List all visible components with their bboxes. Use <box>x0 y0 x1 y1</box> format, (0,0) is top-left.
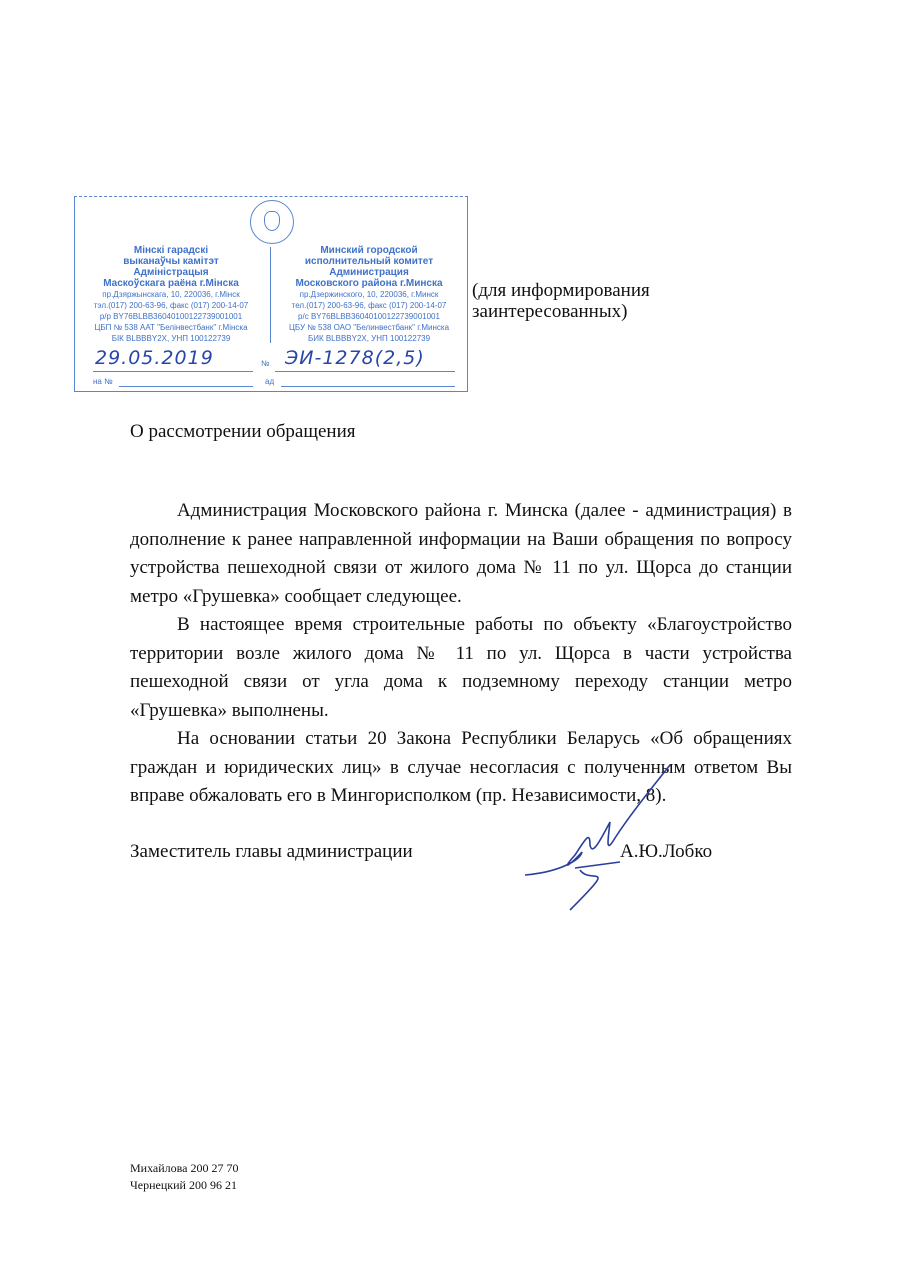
paragraph: На основании статьи 20 Закона Республики Беларусь «Об обращениях граждан и юридических лиц» в случае несогласия с полученным ответом Вы вправе обжаловать его в Мингорисполком (пр. Независимости, 8). <box>130 728 792 806</box>
signatory-name: А.Ю.Лобко <box>620 841 713 862</box>
contacts <box>130 1160 239 1194</box>
handwritten-signature <box>520 760 680 920</box>
addressee-line: (для информирования <box>472 280 650 301</box>
stamp-text: Мінскі гарадскі <box>133 245 209 256</box>
stamp-text: р/с BY76BLBB36040100122739001001 <box>298 312 440 321</box>
handwritten-date: 29.05.2019 <box>95 347 214 369</box>
stamp-from-label: ад <box>265 377 275 386</box>
stamp-text: р/р BY76BLBB36040100122739001001 <box>99 312 243 321</box>
stamp-line <box>281 386 455 387</box>
stamp-text: пр.Дзяржынскага, 10, 220036, г.Мінск <box>102 290 240 299</box>
stamp-divider <box>270 247 271 343</box>
stamp-text: Московского района г.Минска <box>295 278 443 289</box>
coat-of-arms-icon <box>250 200 294 244</box>
stamp-line <box>93 371 253 372</box>
registration-stamp <box>74 196 468 392</box>
letter-subject: О рассмотрении обращения <box>130 421 356 442</box>
stamp-text: тел.(017) 200-63-96, факс (017) 200-14-07 <box>291 301 447 310</box>
stamp-text: выканаўчы камітэт <box>123 256 219 267</box>
stamp-text: Адміністрацыя <box>133 267 209 278</box>
stamp-text: БІК BLBBBY2X, УНП 100122739 <box>111 334 231 343</box>
stamp-belarusian-text <box>75 245 267 344</box>
stamp-text: БИК BLBBBY2X, УНП 100122739 <box>307 334 431 343</box>
stamp-text: Администрация <box>329 267 409 278</box>
stamp-text: Минский городской <box>320 245 418 256</box>
contact-line: Михайлова 200 27 70 <box>130 1161 239 1175</box>
contact-line: Чернецкий 200 96 21 <box>130 1178 237 1192</box>
stamp-text: ЦБП № 538 ААТ "Белінвестбанк" г.Мінска <box>94 323 248 332</box>
stamp-number-label: № <box>261 359 270 368</box>
addressee <box>472 280 650 322</box>
stamp-reply-label: на № <box>93 377 113 386</box>
stamp-text: Маскоўскага раёна г.Мінска <box>103 278 239 289</box>
stamp-line <box>275 371 455 372</box>
stamp-text: тэл.(017) 200-63-96, факс (017) 200-14-07 <box>93 301 249 310</box>
paragraph: В настоящее время строительные работы по объекту «Благоустройство территории возле жилого дома № 11 по ул. Щорса в части устройства пешеходной связи от угла дома к подземному переходу станции метро «Грушевка» выполнены. <box>130 614 792 721</box>
signatory-position: Заместитель главы администрации <box>130 841 413 862</box>
stamp-russian-text <box>273 245 465 344</box>
stamp-text: пр.Дзержинского, 10, 220036, г.Минск <box>299 290 439 299</box>
stamp-text: ЦБУ № 538 ОАО "Белинвестбанк" г.Минска <box>288 323 450 332</box>
stamp-text: исполнительный комитет <box>304 256 434 267</box>
addressee-line: заинтересованных) <box>472 301 628 322</box>
paragraph: Администрация Московского района г. Минска (далее - администрация) в дополнение к ранее направленной информации на Ваши обращения по вопросу устройства пешеходной связи от жилого дома № 11 по ул. Щорса до станции метро «Грушевка» сообщает следующее. <box>130 500 792 607</box>
handwritten-reg-number: ЭИ-1278(2,5) <box>285 347 425 369</box>
letter-body <box>130 497 792 811</box>
stamp-line <box>119 386 253 387</box>
